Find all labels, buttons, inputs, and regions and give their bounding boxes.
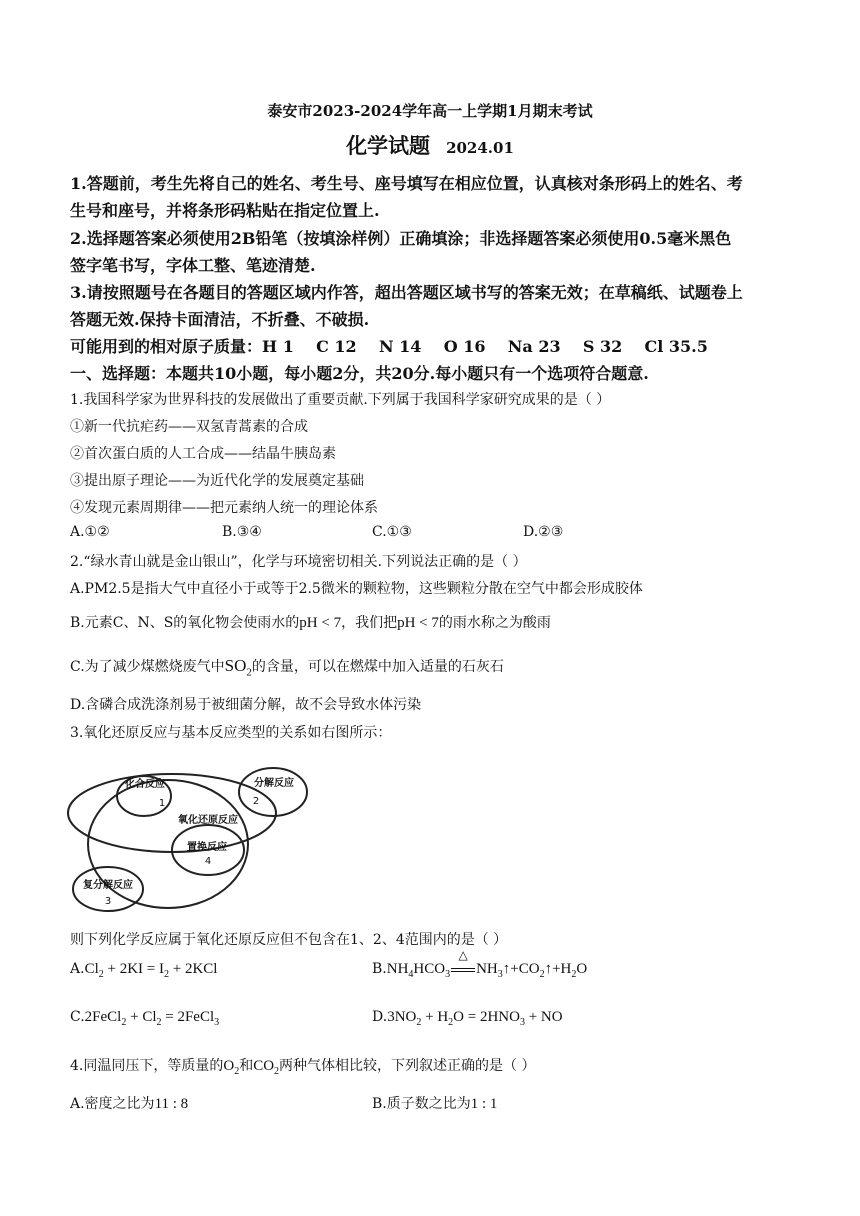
o2-formula: $O_2$ xyxy=(223,1058,240,1077)
question-1-option-b: B.③④ xyxy=(222,524,262,540)
question-2-option-b xyxy=(70,612,551,632)
question-1-option-d: D.②③ xyxy=(523,524,564,540)
equation-d: $3NO_2 + H_2O = 2HNO_3$ + NO xyxy=(387,1009,563,1028)
option-label: B. xyxy=(372,961,387,977)
instruction-line: 答题无效.保持卡面清洁，不折叠、不破损. xyxy=(70,310,370,329)
equation-a: $Cl_2 + 2KI = I_2 + 2KCl$ xyxy=(84,961,218,980)
option-text: C.为了减少煤燃烧废气中 xyxy=(70,659,225,675)
ratio: 11 : 8 xyxy=(154,1096,189,1112)
question-1-item: ②首次蛋白质的人工合成——结晶牛胰岛素 xyxy=(70,446,336,462)
subject-name: 化学试题 xyxy=(346,133,431,158)
option-text: B.元素C、N、S的氧化物会使雨水的 xyxy=(70,615,300,631)
formula-base: SO xyxy=(224,656,247,675)
decomposition-circle xyxy=(239,768,307,816)
formula-subscript: 2 xyxy=(246,666,252,679)
section-heading: 一、选择题：本题共10小题，每小题2分，共20分.每小题只有一个选项符合题意. xyxy=(70,364,649,383)
question-3-question: 则下列化学反应属于氧化还原反应但不包含在1、2、4范围内的是（ ） xyxy=(70,932,508,948)
instruction-line: 1.答题前，考生先将自己的姓名、考生号、座号填写在相应位置，认真核对条形码上的姓名、考 xyxy=(70,174,743,193)
question-1-option-a: A.①② xyxy=(70,524,110,540)
question-2-option-c xyxy=(70,656,504,678)
displacement-label: 置换反应 xyxy=(187,842,227,853)
option-text: 的雨水称之为酸雨 xyxy=(438,615,551,631)
co2-formula: $CO_2$ xyxy=(253,1058,280,1077)
question-1-item: ④发现元素周期律——把元素纳人统一的理论体系 xyxy=(70,500,378,516)
question-3-stem: 3.氧化还原反应与基本反应类型的关系如右图所示： xyxy=(70,725,392,741)
double-displacement-label: 复分解反应 xyxy=(83,880,133,891)
reaction-types-diagram xyxy=(66,760,316,920)
ph-expression: pH < 7 xyxy=(299,615,342,631)
question-3-option-d xyxy=(372,1009,563,1028)
ratio: 1 : 1 xyxy=(470,1096,498,1112)
option-label: C. xyxy=(70,1009,85,1025)
so2-formula xyxy=(224,656,252,679)
question-4-option-b xyxy=(372,1093,497,1113)
redox-label: 氧化还原反应 xyxy=(178,815,238,826)
option-label: D. xyxy=(372,1009,388,1025)
question-3-option-c xyxy=(70,1009,219,1028)
subject-title xyxy=(0,130,860,160)
equation-b: $NH_4HCO_3$ △ $NH_3↑+CO_2↑+H_2O$ xyxy=(386,948,588,980)
question-1-option-c: C.①③ xyxy=(372,524,412,540)
combination-label: 化合反应 xyxy=(125,779,165,790)
heat-symbol: △ xyxy=(458,948,468,962)
option-label: A. xyxy=(70,961,85,977)
exam-title: 泰安市2023-2024学年高一上学期1月期末考试 xyxy=(267,102,593,120)
question-3-option-b xyxy=(372,948,588,980)
instruction-line: 2.选择题答案必须使用2B铅笔（按填涂样例）正确填涂；非选择题答案必须使用0.5毫米黑色 xyxy=(70,229,732,248)
stem-text: 两种气体相比较，下列叙述正确的是（ ） xyxy=(279,1058,536,1074)
combination-number: 1 xyxy=(158,798,166,809)
decomposition-label: 分解反应 xyxy=(254,778,294,789)
equation-c: 2FeCl$_2$ + $Cl_2$ = 2FeCl$_3$ xyxy=(84,1009,220,1028)
question-2-option-d: D.含磷合成洗涤剂易于被细菌分解，故不会导致水体污染 xyxy=(70,697,422,713)
question-2-stem: 2.“绿水青山就是金山银山”，化学与环境密切相关.下列说法正确的是（ ） xyxy=(70,554,527,570)
ph-expression: pH < 7 xyxy=(397,615,439,631)
stem-text: 和 xyxy=(239,1058,254,1074)
exam-date: 2024.01 xyxy=(446,139,514,157)
instruction-line: 签字笔书写，字体工整、笔迹清楚. xyxy=(70,256,316,275)
question-1-stem: 1.我国科学家为世界科技的发展做出了重要贡献.下列属于我国科学家研究成果的是（ ） xyxy=(70,392,611,408)
question-3-option-a xyxy=(70,961,217,980)
question-1-item: ③提出原子理论——为近代化学的发展奠定基础 xyxy=(70,473,364,489)
atomic-masses: 可能用到的相对原子质量：H 1 C 12 N 14 O 16 Na 23 S 32 Cl 35.5 xyxy=(70,337,708,356)
displacement-number: 4 xyxy=(204,856,212,867)
question-4-option-a xyxy=(70,1093,188,1113)
decomposition-number: 2 xyxy=(252,796,260,807)
double-displacement-number: 3 xyxy=(104,896,112,907)
instruction-line: 3.请按照题号在各题目的答题区域内作答，超出答题区域书写的答案无效；在草稿纸、试题卷上 xyxy=(70,283,743,302)
instruction-line: 生号和座号，并将条形码粘贴在指定位置上. xyxy=(70,201,380,220)
option-text: ，我们把 xyxy=(341,615,398,631)
option-text: B.质子数之比为 xyxy=(372,1096,471,1112)
option-text: 的含量，可以在燃煤中加入适量的石灰石 xyxy=(251,659,504,675)
option-text: A.密度之比为 xyxy=(70,1096,155,1112)
question-4-stem xyxy=(70,1055,536,1077)
question-1-item: ①新一代抗疟药——双氢青蒿素的合成 xyxy=(70,419,308,435)
stem-text: 4.同温同压下，等质量的 xyxy=(70,1058,224,1074)
redox-outer-ellipse xyxy=(68,774,276,852)
question-2-option-a: A.PM2.5是指大气中直径小于或等于2.5微米的颗粒物，这些颗粒分散在空气中都会形成胶体 xyxy=(70,581,643,597)
